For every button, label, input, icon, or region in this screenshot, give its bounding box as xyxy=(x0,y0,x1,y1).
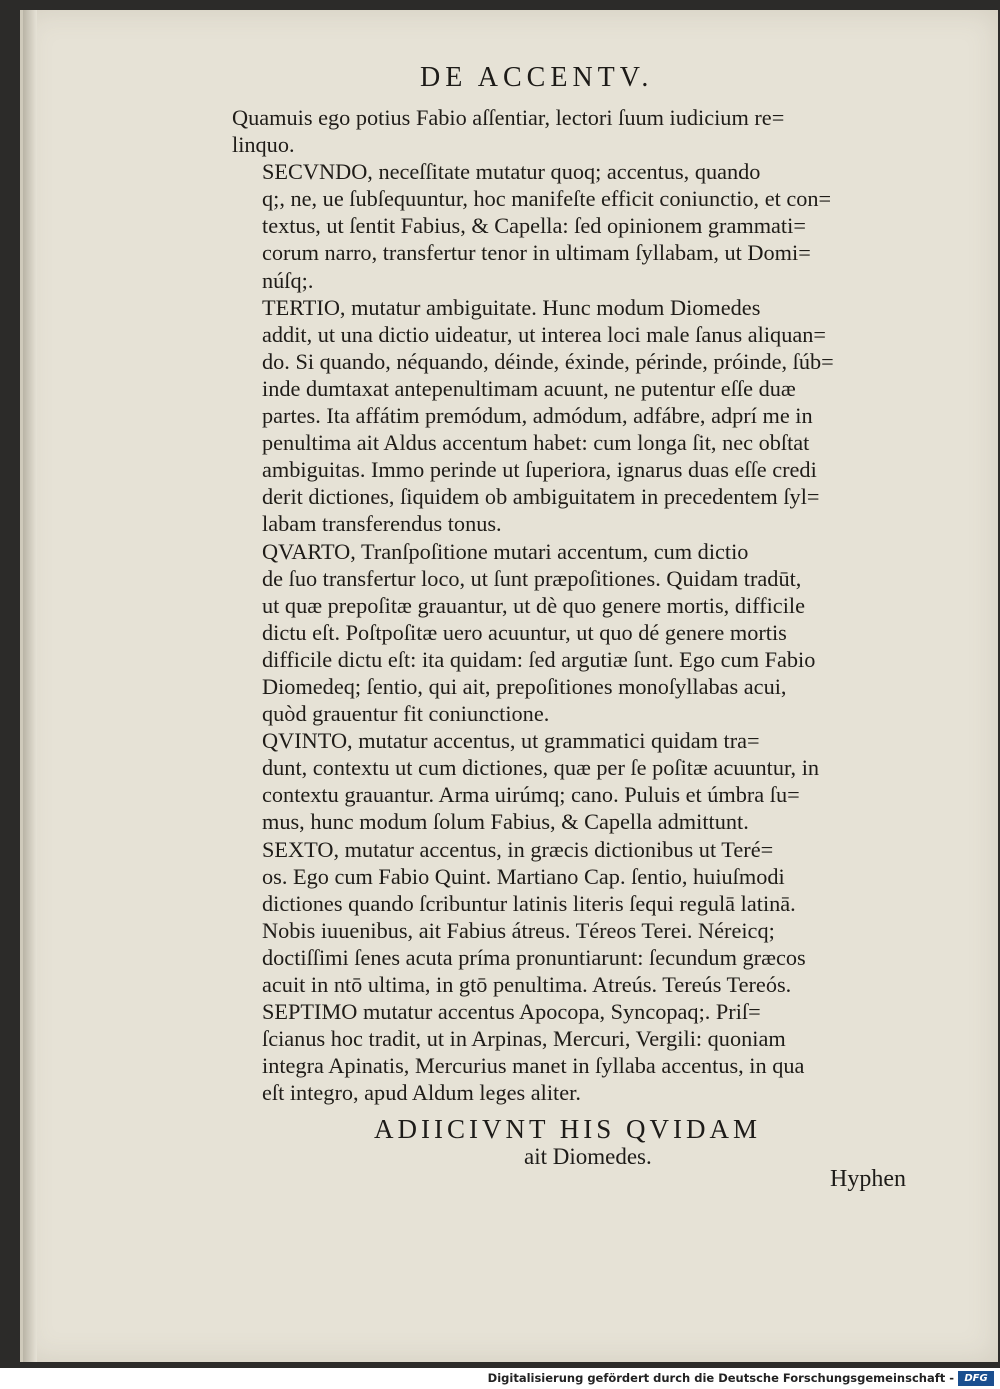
text-line: QVINTO, mutatur accentus, ut grammatici quidam tra= xyxy=(262,728,760,754)
text-line: de ſuo transfertur loco, ut ſunt præpoſitiones. Quidam tradūt, xyxy=(262,565,802,591)
text-line: ambiguitas. Immo perinde ut ſuperiora, ignarus duas eſſe credi xyxy=(262,457,817,483)
paragraph xyxy=(232,294,912,538)
text-line: contextu grauantur. Arma uirúmq; cano. Puluis et úmbra ſu= xyxy=(262,782,800,808)
text-line: núſq;. xyxy=(262,267,314,293)
text-line: inde dumtaxat antepenultimam acuunt, ne putentur eſſe duæ xyxy=(262,375,796,401)
text-line: SECVNDO, neceſſitate mutatur quoq; accentus, quando xyxy=(262,159,761,185)
paragraph xyxy=(232,727,912,835)
dfg-logo: DFG xyxy=(958,1371,994,1386)
section-heading: ADIICIVNT HIS QVIDAM xyxy=(374,1114,761,1144)
text-line: difficile dictu eſt: ita quidam: ſed argutiæ ſunt. Ego cum Fabio xyxy=(262,646,816,672)
text-line: QVARTO, Tranſpoſitione mutari accentum, cum dictio xyxy=(262,538,749,564)
text-line: labam transferendus tonus. xyxy=(262,511,502,537)
text-line: ut quæ prepoſitæ grauantur, ut dè quo genere mortis, difficile xyxy=(262,592,805,618)
text-line: acuit in ntō ultima, in gtō penultima. Atreús. Tereús Tereós. xyxy=(262,972,792,997)
paragraph xyxy=(232,104,912,158)
text-line: derit dictiones, ſiquidem ob ambiguitatem in precedentem ſyl= xyxy=(262,484,820,510)
paragraph xyxy=(232,158,912,293)
paragraph xyxy=(232,998,912,1106)
text-line: dictu eſt. Poſtpoſitæ uero acuuntur, ut quo dé genere mortis xyxy=(262,619,787,645)
catchword: Hyphen xyxy=(830,1166,906,1192)
text-line: os. Ego cum Fabio Quint. Martiano Cap. ſentio, huiuſmodi xyxy=(262,863,785,889)
text-line: q;, ne, ue ſubſequuntur, hoc manifeſte efficit coniunctio, et con= xyxy=(262,186,832,212)
text-line: integra Apinatis, Mercurius manet in ſyllaba accentus, in qua xyxy=(262,1053,805,1079)
text-line: addit, ut una dictio uideatur, ut interea loci male ſanus aliquan= xyxy=(262,321,826,347)
text-line: dictiones quando ſcribuntur latinis literis ſequi regulā latinā. xyxy=(262,890,796,916)
text-line: do. Si quando, néquando, déinde, éxinde, périnde, próinde, ſúb= xyxy=(262,348,834,374)
section-subline: ait Diomedes. xyxy=(524,1144,652,1169)
text-line: mus, hunc modum ſolum Fabius, & Capella admittunt. xyxy=(262,809,749,835)
text-line: dunt, contextu ut cum dictiones, quæ per ſe poſitæ acuuntur, in xyxy=(262,755,820,781)
text-line: corum narro, transfertur tenor in ultimam ſyllabam, ut Domi= xyxy=(262,240,811,266)
text-line: TERTIO, mutatur ambiguitate. Hunc modum Diomedes xyxy=(262,294,761,320)
text-line: textus, ut ſentit Fabius, & Capella: ſed opinionem grammati= xyxy=(262,213,806,239)
text-line: SEPTIMO mutatur accentus Apocopa, Syncopaq;. Priſ= xyxy=(262,999,761,1025)
page-spine-shadow xyxy=(23,10,37,1362)
text-line: quòd grauentur fit coniunctione. xyxy=(262,701,550,727)
text-line: penultima ait Aldus accentum habet: cum longa ſit, nec obſtat xyxy=(262,430,810,456)
text-line: linquo. xyxy=(232,132,295,158)
text-line: ſcianus hoc tradit, ut in Arpinas, Mercuri, Vergili: quoniam xyxy=(262,1026,786,1052)
digitization-footer xyxy=(0,1368,1000,1389)
text-line: eſt integro, apud Aldum leges aliter. xyxy=(262,1080,581,1106)
paragraph xyxy=(232,836,912,999)
paragraph xyxy=(232,538,912,728)
footer-credit: Digitalisierung gefördert durch die Deutsche Forschungsgemeinschaft - xyxy=(487,1371,954,1385)
text-line: SEXTO, mutatur accentus, in græcis dictionibus ut Teré= xyxy=(262,836,774,862)
text-line: partes. Ita affátim premódum, admódum, adfábre, adprí me in xyxy=(262,403,813,429)
text-line: doctiſſimi ſenes acuta príma pronuntiarunt: ſecundum græcos xyxy=(262,944,806,970)
running-header: DE ACCENTV. xyxy=(420,62,654,93)
text-line: Quamuis ego potius Fabio aſſentiar, lectori ſuum iudicium re= xyxy=(232,105,785,130)
text-line: Diomedeq; ſentio, qui ait, prepoſitiones monoſyllabas acui, xyxy=(262,673,787,699)
text-line: Nobis iuuenibus, ait Fabius átreus. Téreos Terei. Néreicq; xyxy=(262,917,775,943)
body-text xyxy=(232,104,912,1106)
